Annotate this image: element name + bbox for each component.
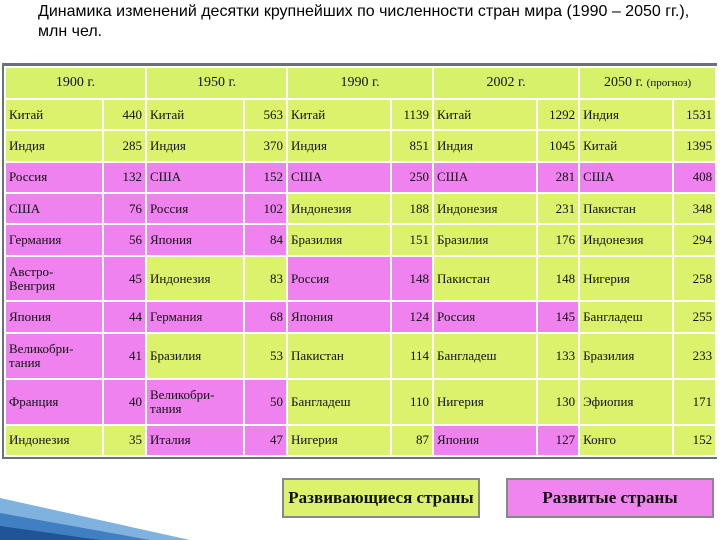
population-cell: 68 [244, 301, 287, 332]
country-cell: Германия [5, 224, 103, 255]
population-cell: 124 [391, 301, 433, 332]
country-cell: США [579, 162, 673, 193]
population-cell: 563 [244, 99, 287, 130]
population-cell: 76 [103, 193, 146, 224]
country-cell: Китай [433, 99, 537, 130]
country-cell: Япония [433, 425, 537, 456]
country-cell: Китай [5, 99, 103, 130]
population-cell: 1139 [391, 99, 433, 130]
country-cell: Китай [146, 99, 244, 130]
population-cell: 851 [391, 130, 433, 161]
country-cell: Бангладеш [579, 301, 673, 332]
country-cell: Бангладеш [287, 379, 391, 425]
population-cell: 176 [537, 224, 579, 255]
country-cell: Бразилия [579, 333, 673, 379]
country-cell: Бразилия [433, 224, 537, 255]
population-cell: 188 [391, 193, 433, 224]
table-row [5, 162, 716, 193]
population-cell: 1531 [673, 99, 716, 130]
year-header: 1900 г. [5, 67, 146, 99]
population-cell: 370 [244, 130, 287, 161]
country-cell: Япония [146, 224, 244, 255]
country-cell: Австро-Венгрия [5, 256, 103, 302]
population-cell: 41 [103, 333, 146, 379]
population-cell: 130 [537, 379, 579, 425]
country-cell: Китай [579, 130, 673, 161]
country-cell: Россия [146, 193, 244, 224]
year-header: 1950 г. [146, 67, 287, 99]
country-cell: Нигерия [433, 379, 537, 425]
country-cell: Конго [579, 425, 673, 456]
page-title: Динамика изменений десятки крупнейших по численности стран мира (1990 – 2050 гг.), млн чел. [38, 3, 690, 40]
corner-decoration [0, 468, 190, 540]
population-cell: 151 [391, 224, 433, 255]
country-cell: Нигерия [287, 425, 391, 456]
country-cell: Япония [5, 301, 103, 332]
year-header: 1990 г. [287, 67, 433, 99]
country-cell: Италия [146, 425, 244, 456]
country-cell: Япония [287, 301, 391, 332]
population-cell: 102 [244, 193, 287, 224]
population-cell: 408 [673, 162, 716, 193]
population-cell: 132 [103, 162, 146, 193]
country-cell: Китай [287, 99, 391, 130]
header-row [5, 67, 716, 99]
country-cell: Великобри-тания [146, 379, 244, 425]
table-row [5, 224, 716, 255]
country-cell: Индия [287, 130, 391, 161]
population-cell: 1045 [537, 130, 579, 161]
country-cell: США [433, 162, 537, 193]
population-cell: 148 [537, 256, 579, 302]
country-cell: Эфиопия [579, 379, 673, 425]
country-cell: Индонезия [5, 425, 103, 456]
country-cell: Индонезия [579, 224, 673, 255]
year-header: 2050 г. (прогноз) [579, 67, 716, 99]
population-table [4, 66, 717, 457]
country-cell: Бразилия [287, 224, 391, 255]
country-cell: Индонезия [287, 193, 391, 224]
country-cell: США [146, 162, 244, 193]
population-cell: 83 [244, 256, 287, 302]
population-cell: 50 [244, 379, 287, 425]
country-cell: Россия [5, 162, 103, 193]
country-cell: Индонезия [433, 193, 537, 224]
population-cell: 148 [391, 256, 433, 302]
population-cell: 56 [103, 224, 146, 255]
country-cell: Индия [433, 130, 537, 161]
population-cell: 35 [103, 425, 146, 456]
country-cell: Индия [579, 99, 673, 130]
population-cell: 114 [391, 333, 433, 379]
country-cell: Россия [287, 256, 391, 302]
country-cell: Пакистан [579, 193, 673, 224]
population-cell: 281 [537, 162, 579, 193]
population-cell: 127 [537, 425, 579, 456]
table-row [5, 301, 716, 332]
population-cell: 258 [673, 256, 716, 302]
country-cell: Бангладеш [433, 333, 537, 379]
population-cell: 84 [244, 224, 287, 255]
population-cell: 1292 [537, 99, 579, 130]
country-cell: США [5, 193, 103, 224]
country-cell: Индия [5, 130, 103, 161]
population-cell: 47 [244, 425, 287, 456]
table-row [5, 256, 716, 302]
country-cell: Германия [146, 301, 244, 332]
population-cell: 44 [103, 301, 146, 332]
population-cell: 152 [244, 162, 287, 193]
country-cell: Пакистан [287, 333, 391, 379]
population-cell: 255 [673, 301, 716, 332]
country-cell: Россия [433, 301, 537, 332]
population-cell: 285 [103, 130, 146, 161]
population-cell: 171 [673, 379, 716, 425]
population-cell: 1395 [673, 130, 716, 161]
population-cell: 294 [673, 224, 716, 255]
legend-developed: Развитые страны [506, 478, 714, 518]
country-cell: Индонезия [146, 256, 244, 302]
table-row [5, 425, 716, 456]
country-cell: Нигерия [579, 256, 673, 302]
population-cell: 53 [244, 333, 287, 379]
population-cell: 152 [673, 425, 716, 456]
population-cell: 87 [391, 425, 433, 456]
table-row [5, 99, 716, 130]
table-row [5, 333, 716, 379]
population-cell: 231 [537, 193, 579, 224]
population-cell: 145 [537, 301, 579, 332]
population-cell: 440 [103, 99, 146, 130]
country-cell: Индия [146, 130, 244, 161]
table-row [5, 193, 716, 224]
population-cell: 348 [673, 193, 716, 224]
country-cell: Великобри-тания [5, 333, 103, 379]
population-cell: 110 [391, 379, 433, 425]
country-cell: Бразилия [146, 333, 244, 379]
year-header: 2002 г. [433, 67, 579, 99]
table-row [5, 379, 716, 425]
population-cell: 133 [537, 333, 579, 379]
table-row [5, 130, 716, 161]
legend-developing: Развивающиеся страны [282, 478, 480, 518]
country-cell: Пакистан [433, 256, 537, 302]
population-cell: 40 [103, 379, 146, 425]
country-cell: Франция [5, 379, 103, 425]
population-cell: 45 [103, 256, 146, 302]
population-cell: 233 [673, 333, 716, 379]
population-cell: 250 [391, 162, 433, 193]
country-cell: США [287, 162, 391, 193]
